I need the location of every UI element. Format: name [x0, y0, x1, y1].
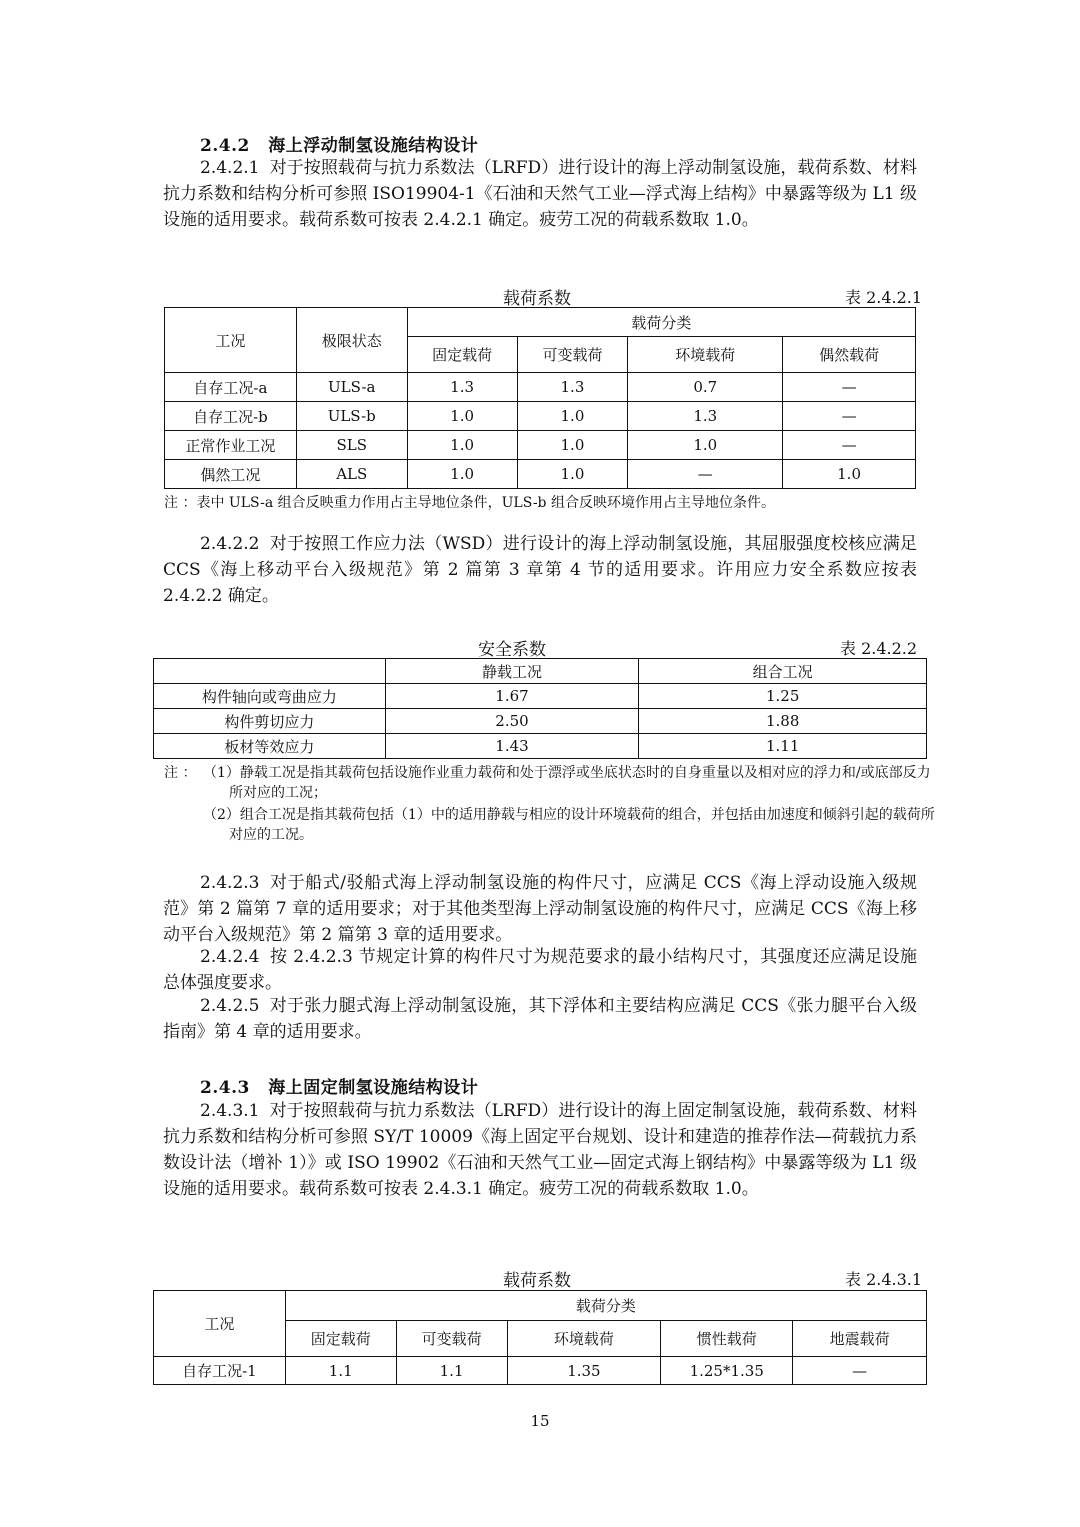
paragraph-2-4-2-3: [163, 870, 917, 948]
section-heading-2-4-2: [200, 131, 478, 156]
table-cell: 2.50: [385, 709, 639, 734]
paragraph-number: 2.4.2.2: [200, 534, 260, 554]
table-cell: ULS-a: [296, 373, 407, 402]
header-condition: 工况: [165, 308, 297, 373]
header-col: 地震载荷: [793, 1321, 927, 1357]
table-cell: 1.0: [517, 402, 628, 431]
paragraph-number: 2.4.2.3: [200, 873, 260, 893]
table-cell: 1.0: [517, 431, 628, 460]
header-col: 组合工况: [639, 659, 927, 684]
table-cell: ALS: [296, 460, 407, 489]
paragraph-number: 2.4.2.4: [200, 947, 260, 967]
table-number: 表 2.4.2.2: [840, 639, 918, 658]
header-load-category: 载荷分类: [285, 1291, 926, 1321]
table-cell: 1.35: [507, 1357, 661, 1385]
table-caption: 安全系数: [478, 640, 546, 660]
table-cell: 1.0: [407, 460, 517, 489]
header-load-category: 载荷分类: [407, 308, 915, 337]
table-cell: 自存工况-1: [154, 1357, 286, 1385]
table-cell: 0.7: [628, 373, 783, 402]
load-factor-table-2-4-3-1: [153, 1290, 927, 1385]
table-cell: 1.88: [639, 709, 927, 734]
table-cell: 构件剪切应力: [154, 709, 386, 734]
header-col: 环境载荷: [507, 1321, 661, 1357]
table-cell: 1.25*1.35: [661, 1357, 793, 1385]
heading-title: 海上固定制氢设施结构设计: [268, 1078, 479, 1098]
table-row: [165, 431, 916, 460]
paragraph-text: 对于按照载荷与抗力系数法（LRFD）进行设计的海上固定制氢设施，载荷系数、材料抗力系数和结构分析可参照 SY/T 10009《海上固定平台规划、设计和建造的推荐作法—荷载抗力系数设计法（增补 1）》或 ISO 19902《石油和天然气工业—固定式海上钢结构》中暴露等级为 L1 级设施的适用要求。载荷系数可按表 2.4.3.1 确定。疲劳工况的荷载系数取 1.0。: [163, 1101, 917, 1199]
header-blank: [154, 659, 386, 684]
header-col: 固定载荷: [407, 337, 517, 373]
table-cell: 1.0: [783, 460, 916, 489]
table-row: [165, 373, 916, 402]
table-cell: 1.67: [385, 684, 639, 709]
table-cell: —: [628, 460, 783, 489]
page-number: 15: [530, 1412, 550, 1430]
header-col: 可变载荷: [396, 1321, 507, 1357]
table-note: 注 ：表中 ULS-a 组合反映重力作用占主导地位条件，ULS-b 组合反映环境作用占主导地位条件。: [164, 495, 775, 511]
table-note-1: （1）静载工况是指其载荷包括设施作业重力载荷和处于漂浮或坐底状态时的自身重量以及相对应的浮力和/或底部反力所对应的工况；: [203, 765, 931, 801]
table-caption: 载荷系数: [503, 1271, 571, 1291]
table-cell: 正常作业工况: [165, 431, 297, 460]
table-row: [154, 734, 927, 759]
paragraph-2-4-2-4: [163, 944, 917, 996]
table-cell: SLS: [296, 431, 407, 460]
table-number: 表 2.4.3.1: [845, 1270, 923, 1289]
table-cell: 偶然工况: [165, 460, 297, 489]
table-cell: 1.3: [517, 373, 628, 402]
paragraph-2-4-2-5: [163, 993, 917, 1045]
paragraph-number: 2.4.2.5: [200, 996, 260, 1016]
header-col: 固定载荷: [285, 1321, 396, 1357]
table-row: [154, 709, 927, 734]
paragraph-text: 对于船式/驳船式海上浮动制氢设施的构件尺寸，应满足 CCS《海上浮动设施入级规范》第 2 篇第 7 章的适用要求；对于其他类型海上浮动制氢设施的构件尺寸，应满足 CCS《海上移动平台入级规范》第 2 篇第 3 章的适用要求。: [163, 873, 917, 945]
section-heading-2-4-3: [200, 1073, 478, 1098]
table-cell: 自存工况-a: [165, 373, 297, 402]
table-cell: 1.0: [517, 460, 628, 489]
header-col: 可变载荷: [517, 337, 628, 373]
load-factor-table-2-4-2-1: [164, 307, 916, 489]
paragraph-text: 对于张力腿式海上浮动制氢设施，其下浮体和主要结构应满足 CCS《张力腿平台入级指南》第 4 章的适用要求。: [163, 996, 917, 1042]
header-col: 环境载荷: [628, 337, 783, 373]
header-col: 惯性载荷: [661, 1321, 793, 1357]
table-number: 表 2.4.2.1: [845, 288, 923, 307]
table-cell: 1.25: [639, 684, 927, 709]
table-cell: —: [783, 373, 916, 402]
table-cell: 1.3: [628, 402, 783, 431]
header-col: 偶然载荷: [783, 337, 916, 373]
table-cell: 1.0: [628, 431, 783, 460]
table-note-prefix: 注 ：: [164, 765, 197, 781]
paragraph-2-4-3-1: [163, 1098, 917, 1202]
safety-factor-table-2-4-2-2: [153, 658, 927, 759]
table-cell: 构件轴向或弯曲应力: [154, 684, 386, 709]
heading-number: 2.4.3: [200, 1078, 250, 1098]
header-limit-state: 极限状态: [296, 308, 407, 373]
paragraph-text: 对于按照工作应力法（WSD）进行设计的海上浮动制氢设施，其屈服强度校核应满足 CCS《海上移动平台入级规范》第 2 篇第 3 章第 4 节的适用要求。许用应力安全系数应按表 2.4.2.2 确定。: [163, 534, 917, 606]
paragraph-2-4-2-2: [163, 531, 917, 609]
table-cell: ULS-b: [296, 402, 407, 431]
table-cell: 1.0: [407, 402, 517, 431]
table-cell: 1.11: [639, 734, 927, 759]
table-row: [165, 460, 916, 489]
table-cell: —: [783, 402, 916, 431]
paragraph-text: 对于按照载荷与抗力系数法（LRFD）进行设计的海上浮动制氢设施，载荷系数、材料抗力系数和结构分析可参照 ISO19904-1《石油和天然气工业—浮式海上结构》中暴露等级为 L1 级设施的适用要求。载荷系数可按表 2.4.2.1 确定。疲劳工况的荷载系数取 1.0。: [163, 158, 917, 230]
table-caption: 载荷系数: [503, 289, 571, 309]
header-condition: 工况: [154, 1291, 286, 1357]
paragraph-number: 2.4.2.1: [200, 158, 260, 178]
paragraph-number: 2.4.3.1: [200, 1101, 260, 1121]
table-cell: —: [793, 1357, 927, 1385]
paragraph-2-4-2-1: [163, 155, 917, 233]
table-row: [165, 402, 916, 431]
table-cell: 1.0: [407, 431, 517, 460]
table-cell: 1.43: [385, 734, 639, 759]
table-cell: 自存工况-b: [165, 402, 297, 431]
table-cell: —: [783, 431, 916, 460]
table-cell: 1.1: [396, 1357, 507, 1385]
header-col: 静载工况: [385, 659, 639, 684]
table-cell: 1.3: [407, 373, 517, 402]
table-cell: 1.1: [285, 1357, 396, 1385]
table-note-2: （2）组合工况是指其载荷包括（1）中的适用静载与相应的设计环境载荷的组合，并包括由加速度和倾斜引起的载荷所对应的工况。: [203, 807, 935, 843]
table-cell: 板材等效应力: [154, 734, 386, 759]
paragraph-text: 按 2.4.2.3 节规定计算的构件尺寸为规范要求的最小结构尺寸，其强度还应满足设施总体强度要求。: [163, 947, 917, 993]
heading-title: 海上浮动制氢设施结构设计: [268, 136, 479, 156]
table-row: [154, 684, 927, 709]
table-row: [154, 1357, 927, 1385]
heading-number: 2.4.2: [200, 136, 250, 156]
